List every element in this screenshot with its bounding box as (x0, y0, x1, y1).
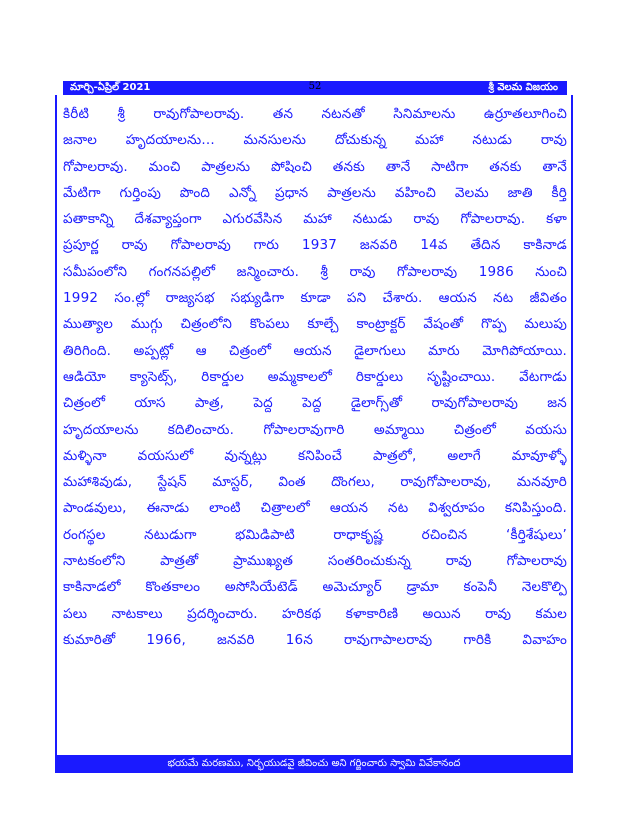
article-line: మహాశివుడు, స్టేషన్ మాస్టర్, వింత దొంగలు, రావుగోపాలరావు, మనవూరి (63, 474, 567, 491)
article-line: తిరిగింది. అప్పట్లో ఆ చిత్రంలో ఆయన డైలాగులు మారు మోగిపోయాయి. (63, 342, 567, 359)
article-line: మళ్ళినా వయసులో వున్నట్లు కనిపించే పాత్రలో, అలాగే మావూళ్ళో (63, 447, 567, 464)
magazine-title: శ్రీ వెలమ విజయం (488, 82, 558, 93)
article-line: కాకినాడలో కొంతకాలం అసోసియేటెడ్ అమెచ్యూర్ డ్రామా కంపెనీ నెలకొల్పి (63, 579, 567, 596)
article-line: హృదయాలను కదిలించారు. గోపాలరావుగారి అమ్మాయి చిత్రంలో వయసు (63, 421, 567, 438)
article-line: జనాల హృదయాలను... మనసులను దోచుకున్న మహా నటుడు రావు (63, 132, 567, 149)
article-line: చిత్రంలో యాస పాత్ర, పెద్ద పెద్ద డైలాగ్స్‌తో రావుగోపాలరావు జన (63, 395, 567, 412)
article-line: ముత్యాల ముగ్గు చిత్రంలోని కొంపలు కూల్చే కాంట్రాక్టర్ వేషంతో గొప్ప మలుపు (63, 316, 567, 333)
article-line: మేటిగా గుర్తింపు పొంది ఎన్నో ప్రధాన పాత్రలను వహించి వెలమ జాతి కీర్తి (63, 184, 567, 201)
footer-quote: భయమే మరణము, నిర్భయుడవై జీవించు అని గర్జించారు స్వామి వివేకానంద (55, 755, 573, 773)
page-number: 52 (308, 81, 322, 92)
article-line: ప్రపూర్ణ రావు గోపాలరావు గారు 1937 జనవరి 14వ తేదిన కాకినాడ (63, 237, 567, 254)
article-line: గోపాలరావు. మంచి పాత్రలను పోషించి తనకు తానే సాటిగా తనకు తానే (63, 158, 567, 175)
article-line: కిరీటి శ్రీ రావుగోపాలరావు. తన నటనతో సినిమాలను ఉర్రూతలూగించి (63, 106, 567, 122)
article-line: నాటకంలోని పాత్రతో ప్రాముఖ్యత సంతరించుకున్న రావు గోపాలరావు (63, 553, 567, 570)
article-line: పాండవులు, ఈనాడు లాంటి చిత్రాలలో ఆయన నట విశ్వరూపం కనిపిస్తుంది. (63, 500, 567, 517)
article-line: పలు నాటకాలు ప్రదర్శించారు. హరికథ కళాకారిణి అయిన రావు కమల (63, 605, 567, 622)
article-line: ఆడియో క్యాసెట్స్, రికార్డుల అమ్మకాలలో రికార్డులు సృష్టించాయి. వేటగాడు (63, 368, 567, 385)
article-line: రంగస్థల నటుడుగా భమిడిపాటి రాధాకృష్ణ రచించిన ‘కీర్తిశేషులు’ (63, 526, 567, 543)
article-line: 1992 సం.ల్లో రాజ్యసభ సభ్యుడిగా కూడా పని చేశారు. ఆయన నట జీవితం (63, 290, 567, 307)
article-line: కుమారితో 1966, జనవరి 16న రావుగాపాలరావు గారికి వివాహం (63, 631, 567, 648)
article-line: పతాకాన్ని దేశవ్యాప్తంగా ఎగురవేసిన మహా నటుడు రావు గోపాలరావు. కళా (63, 211, 567, 228)
article-line: సమీపంలోని గంగనపల్లిలో జన్మించారు. శ్రీ రావు గోపాలరావు 1986 నుంచి (63, 263, 567, 280)
issue-date: మార్చి-ఏప్రిల్ 2021 (70, 82, 151, 93)
article-body (63, 101, 567, 653)
